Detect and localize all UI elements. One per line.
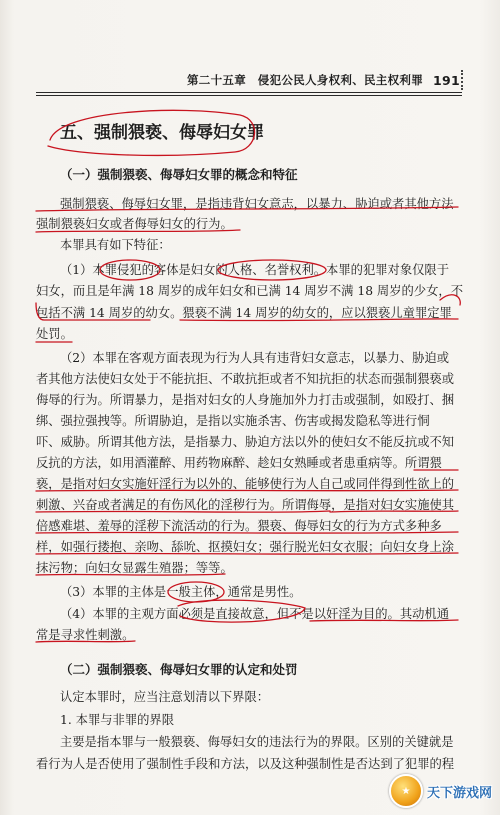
paragraph-line: 侮辱的行为。所谓暴力，是指对妇女的人身施加外力打击或强制，如殴打、捆 <box>36 393 455 407</box>
header-dots <box>461 70 466 90</box>
subsection-title-1: （一）强制猥亵、侮辱妇女罪的概念和特征 <box>60 167 298 182</box>
paragraph-line: 吓、威胁。所谓其他方法，是指暴力、胁迫方法以外的使妇女不能反抗或不知 <box>36 435 455 449</box>
paragraph-line: （1）本罪侵犯的客体是妇女的人格、名誉权利。本罪的犯罪对象仅限于 <box>60 263 450 277</box>
site-watermark <box>380 773 492 809</box>
paragraph-line: 绑、强拉强拽等。所谓胁迫，是指以实施杀害、伤害或揭发隐私等进行恫 <box>36 414 430 428</box>
paragraph-line: （3）本罪的主体是一般主体，通常是男性。 <box>60 585 302 599</box>
page-number: 191 <box>433 73 460 88</box>
paragraph-line: 妇女，而且是年满 18 周岁的成年妇女和已满 14 周岁不满 18 周岁的少女，不 <box>36 284 464 298</box>
paragraph-line: 强制猥亵、侮辱妇女罪，是指违背妇女意志，以暴力、胁迫或者其他方法 <box>60 197 454 211</box>
paragraph-line: （2）本罪在客观方面表现为行为人具有违背妇女意志，以暴力、胁迫或 <box>60 351 450 365</box>
subsection-title-2: （二）强制猥亵、侮辱妇女罪的认定和处罚 <box>60 662 298 677</box>
paragraph-line: 刺激、兴奋或者满足的有伤风化的淫秽行为。所谓侮辱，是指对妇女实施使其 <box>36 498 455 512</box>
paragraph-line: 强制猥亵妇女或者侮辱妇女的行为。 <box>36 217 233 231</box>
paragraph-line: 看行为人是否使用了强制性手段和方法，以及这种强制性是否达到了犯罪的程 <box>36 757 455 771</box>
paragraph-line: 亵，是指对妇女实施奸淫行为以外的、能够使行为人自己或同伴得到性欲上的 <box>36 477 455 491</box>
watermark-text: 天下游戏网 <box>426 785 492 801</box>
watermark-logo-icon: ★ <box>389 774 423 808</box>
chapter-title: 第二十五章 侵犯公民人身权利、民主权利罪 <box>187 73 423 87</box>
paragraph-line: 抹污物；向妇女显露生殖器；等等。 <box>36 561 233 575</box>
paragraph-line: 包括不满 14 周岁的幼女。猥亵不满 14 周岁的幼女的，应以猥亵儿童罪定罪 <box>36 306 452 320</box>
paragraph-line: 认定本罪时，应当注意划清以下界限： <box>60 690 270 704</box>
paragraph-line: 者其他方法使妇女处于不能抗拒、不敢抗拒或者不知抗拒的状态而强制猥亵或 <box>36 372 455 386</box>
paragraph-line: 本罪具有如下特征： <box>60 238 171 252</box>
paragraph-line: 1. 本罪与非罪的界限 <box>60 713 175 727</box>
paragraph-line: 主要是指本罪与一般猥亵、侮辱妇女的违法行为的界限。区别的关键就是 <box>60 735 454 749</box>
header-rule <box>36 92 462 93</box>
paragraph-line: （4）本罪的主观方面必须是直接故意，但不是以奸淫为目的。其动机通 <box>60 607 450 621</box>
paragraph-line: 常是寻求性刺激。 <box>36 628 135 642</box>
paragraph-line: 反抗的方法，如用酒灌醉、用药物麻醉、趁妇女熟睡或者患重病等。所谓猥 <box>36 456 442 470</box>
section-title: 五、强制猥亵、侮辱妇女罪 <box>60 123 264 143</box>
paragraph-line: 样，如强行搂抱、亲吻、舔吮、抠摸妇女；强行脱光妇女衣服；向妇女身上涂 <box>36 540 455 554</box>
running-header <box>60 66 460 88</box>
paragraph-line: 处罚。 <box>36 327 73 341</box>
paragraph-line: 倍感难堪、羞辱的淫秽下流活动的行为。猥亵、侮辱妇女的行为方式多种多 <box>36 519 442 533</box>
header-rule-thin <box>36 95 462 96</box>
